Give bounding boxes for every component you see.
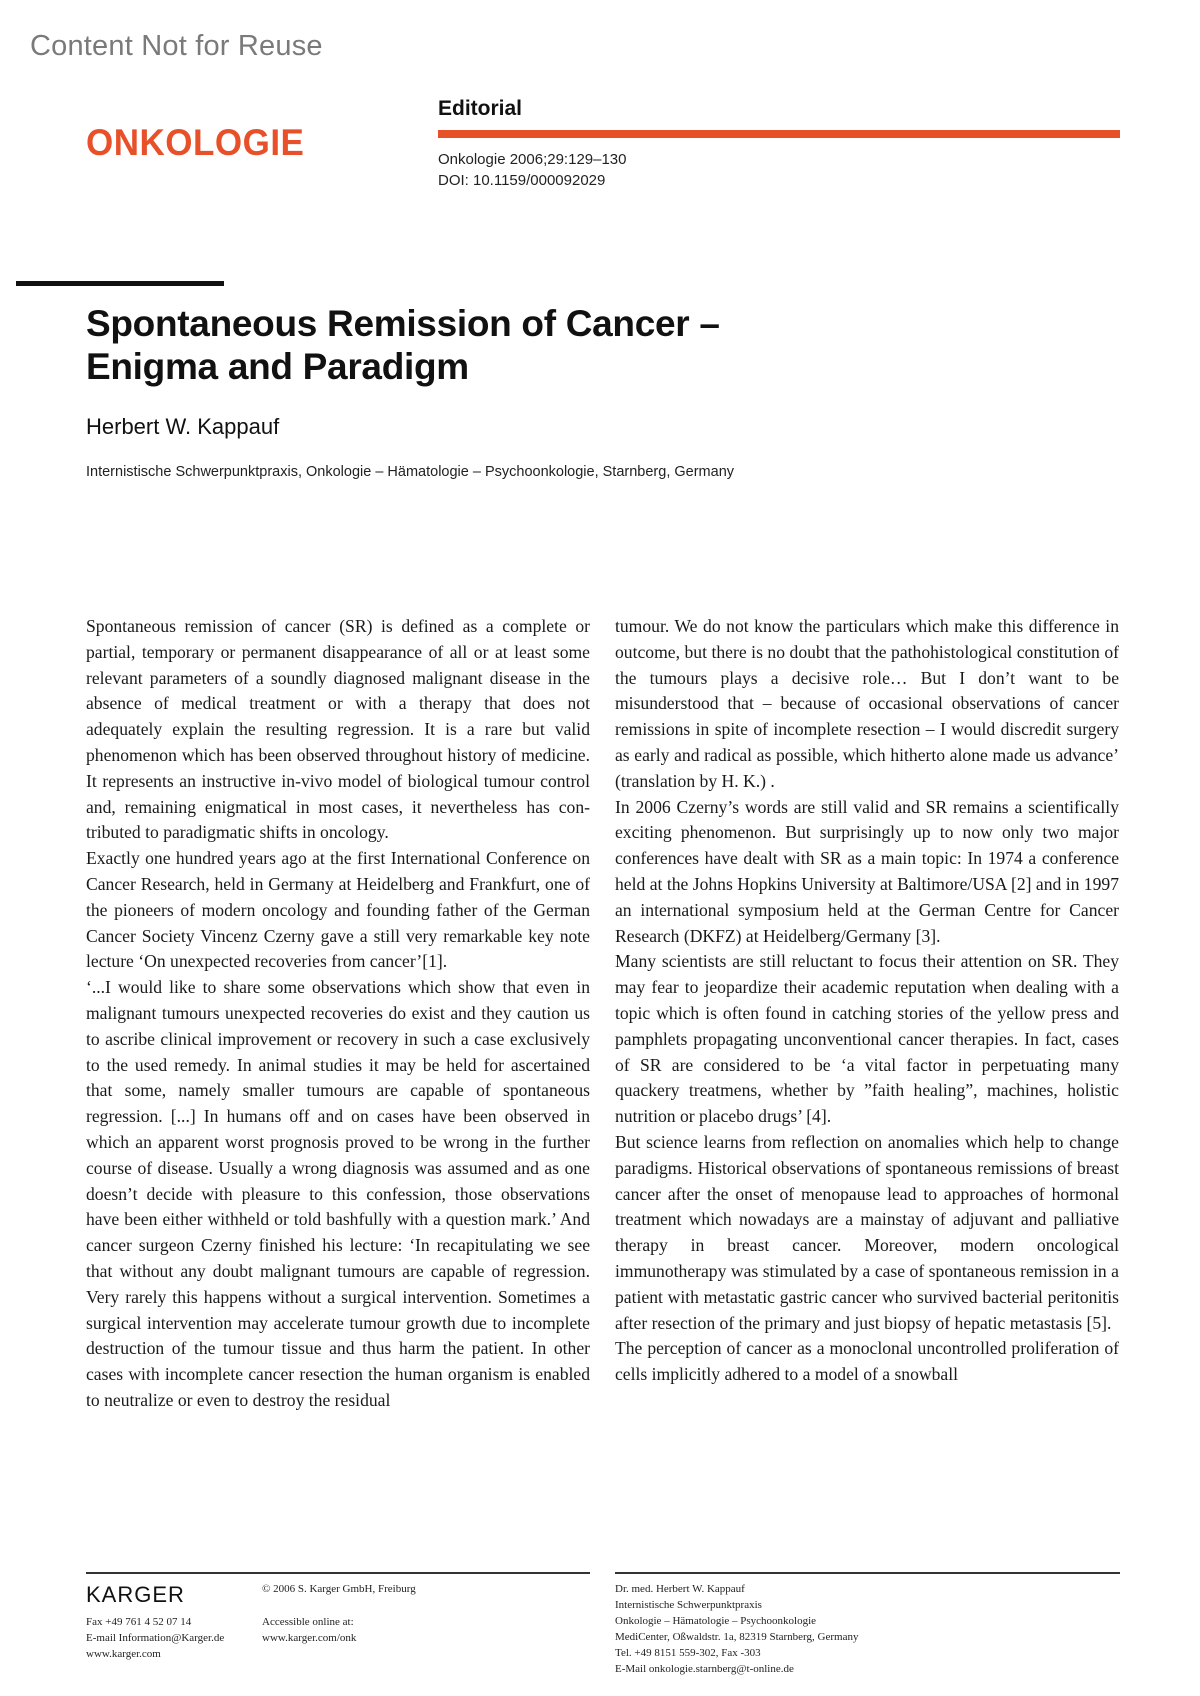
paragraph: In 2006 Czerny’s words are still valid and SR remains a scientifically exciting phenomenon. But surprisingly up to now only two major conferences have dealt with SR as a main topic: In 1974 a conference held at the Johns Hopkins University at Baltimore/USA [2] and in 1997 an international symposium held at the German Centre for Cancer Research (DKFZ) at Heidelberg/Germany [3]. <box>615 796 1119 946</box>
paragraph: ‘...I would like to share some observations which show that even in malignant tumours unexpected recoveries do exist and they caution us to ascribe clinical improvement or recovery in such a case exclusively to the used remedy. In animal studies it may be held for ascertained that some, namely smaller tumours are capable of spontaneous regression. [...] In humans off and on cases have been observed in which an apparent worst prognosis proved to be wrong in the further course of disease. Usually a wrong diagnosis was assumed and as one doesn’t decide with pleasure to this confession, those observations have been either withheld or told bashfully with a question mark.’ And cancer surgeon Czerny finished his lecture: ‘In recapitulating we see that without any doubt malignant tumours are capable of regression. Very rarely this happens without a surgical intervention. Sometimes a surgical intervention may accelerate tumour growth due to incomplete destruction of the tumour tissue and thus harm the patient. In other cases with incomplete cancer resection the human organism is enabled to neutralize or even to destroy the residual <box>86 977 590 1410</box>
title-rule <box>16 281 224 286</box>
paragraph: Exactly one hundred years ago at the first International Conference on Cancer Research, held in Germany at Heidelberg and Frankfurt, one of the pioneers of modern oncology and founding father of the German Cancer Society Vincenz Czerny gave a still very remarkable key note lecture ‘On unexpected recoveries from cancer’[1]. <box>86 848 590 972</box>
body-column-right <box>615 614 1119 1388</box>
address-line: MediCenter, Oßwaldstr. 1a, 82319 Starnberg, Germany <box>615 1631 859 1643</box>
title-line-2: Enigma and Paradigm <box>86 346 469 387</box>
online-label: Accessible online at: <box>262 1616 354 1628</box>
publisher-website[interactable]: www.karger.com <box>86 1648 161 1660</box>
author-affiliation: Internistische Schwerpunktpraxis, Onkologie – Hämatologie – Psychoonkologie, Starnberg, Germany <box>86 464 735 480</box>
article-title <box>86 302 986 388</box>
publisher-contact <box>86 1614 224 1662</box>
publisher-email[interactable]: E-mail Information@Karger.de <box>86 1632 225 1644</box>
journal-logo: ONKOLOGIE <box>86 122 305 164</box>
copyright-notice: © 2006 S. Karger GmbH, Freiburg <box>262 1583 416 1595</box>
author-name: Herbert W. Kappauf <box>86 414 280 439</box>
citation-block <box>438 149 627 191</box>
paragraph: Spontaneous remission of cancer (SR) is defined as a complete or partial, temporary or permanent disappearance of all or at least some relevant parameters of a soundly diagnosed malignant disease in the absence of medical treatment or with a therapy that does not adequately explain the resulting regression. It is a rare but valid phenomenon which has been observed throughout history of medicine. It represents an instructive in-vivo model of biological tumour control and, remaining enigmatical in most cases, it nevertheless has contributed to paradigmatic shifts in oncology. <box>86 616 590 843</box>
body-column-left <box>86 614 590 1414</box>
accent-rule <box>438 130 1120 138</box>
footer-rule-left <box>86 1572 590 1574</box>
paragraph: The perception of cancer as a monoclonal uncontrolled proliferation of cells implicitly adhered to a model of a snowball <box>615 1338 1119 1385</box>
address-email[interactable]: E-Mail onkologie.starnberg@t-online.de <box>615 1663 794 1675</box>
publisher-fax: Fax +49 761 4 52 07 14 <box>86 1616 192 1628</box>
citation-volume: Onkologie 2006;29:129–130 <box>438 151 627 168</box>
address-line: Dr. med. Herbert W. Kappauf <box>615 1583 745 1595</box>
paragraph: But science learns from reflection on anomalies which help to change paradigms. Historical observations of spontaneous remissions of breast cancer after the onset of menopause lead to approaches of hormonal treatment which nowadays are a mainstay of adjuvant and palliative therapy in breast cancer. Moreover, modern oncological immunotherapy was stimulated by a case of spontaneous remission in a patient with metastatic gastric cancer who survived bacterial peritonitis after resection of the primary and just biopsy of hepatic metastasis [5]. <box>615 1131 1119 1333</box>
address-line: Onkologie – Hämatologie – Psychoonkologie <box>615 1615 817 1627</box>
online-url[interactable]: www.karger.com/onk <box>262 1632 357 1644</box>
section-label: Editorial <box>438 97 523 120</box>
title-line-1: Spontaneous Remission of Cancer – <box>86 303 720 344</box>
paragraph: Many scientists are still reluctant to focus their attention on SR. They may fear to jeopardize their academic reputation when dealing with a topic which is often found in catching stories of the yellow press and pamphlets propagating unconventional cancer therapies. In fact, cases of SR are considered to be ‘a vital factor in perpetuating many quackery treatmens, whether by ”faith healing”, machines, holistic nutrition or placebo drugs’ [4]. <box>615 951 1119 1127</box>
publisher-logo: KARGER <box>86 1582 185 1607</box>
watermark: Content Not for Reuse <box>30 30 323 62</box>
paragraph: tumour. We do not know the particulars which make this difference in outcome, but there is no doubt that the pathohistological constitution of the tumours plays a decisive role… But I don’t want to be misunderstood that – because of occasional observations of cancer remissions in spite of incomplete resection – I would discredit surgery as early and radical as possible, which hitherto alone made us advance’ (translation by H. K.) . <box>615 616 1119 791</box>
online-access <box>262 1614 356 1646</box>
correspondence-address <box>615 1581 858 1677</box>
address-line: Tel. +49 8151 559-302, Fax -303 <box>615 1647 761 1659</box>
citation-doi: DOI: 10.1159/000092029 <box>438 172 606 189</box>
footer-rule-right <box>615 1572 1120 1574</box>
address-line: Internistische Schwerpunktpraxis <box>615 1599 762 1611</box>
